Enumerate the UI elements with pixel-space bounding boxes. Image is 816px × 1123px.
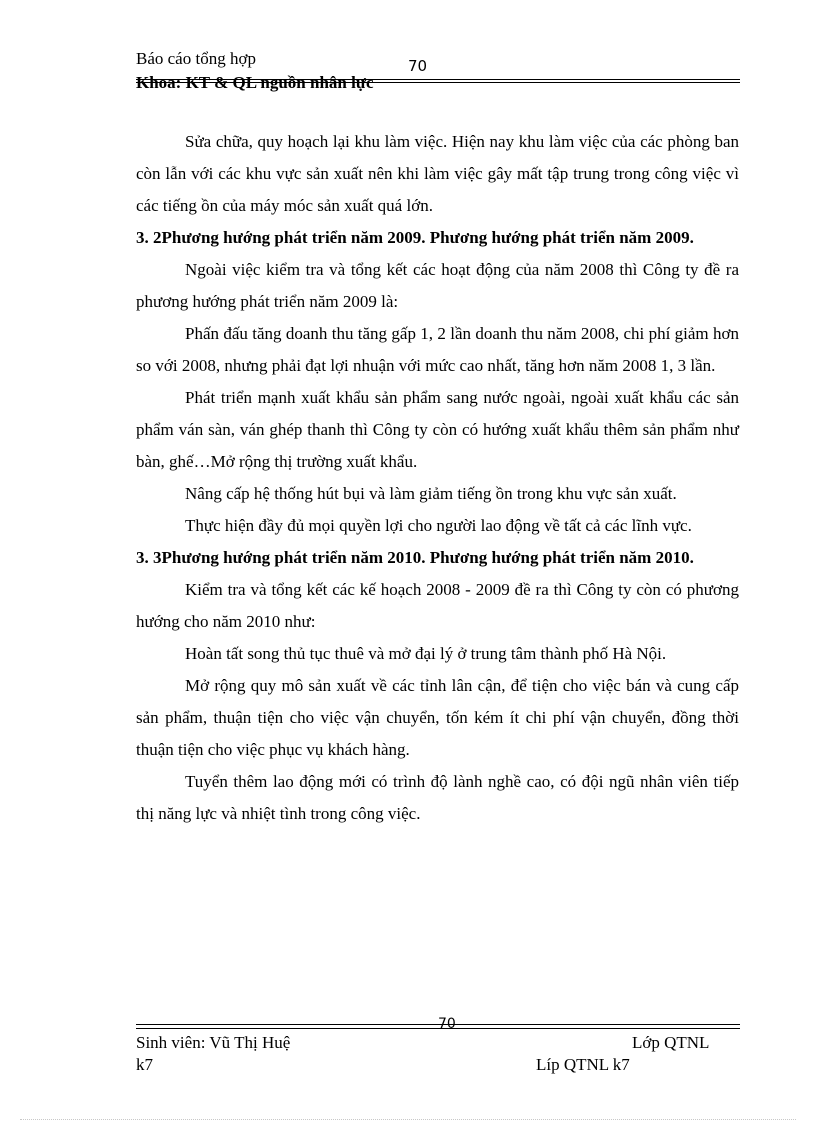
paragraph: Ngoài việc kiểm tra và tổng kết các hoạt động của năm 2008 thì Công ty đề ra phương hướng phát triển năm 2009 là: bbox=[136, 260, 739, 311]
page-body bbox=[136, 126, 739, 830]
section-heading-2009: 3. 2Phương hướng phát triển năm 2009. Phương hướng phát triển năm 2009. bbox=[136, 228, 694, 247]
footer-page-number: 70 bbox=[438, 1016, 456, 1032]
header-department: Khoa: KT & QL nguồn nhân lực bbox=[136, 73, 374, 92]
header-page-number: 70 bbox=[408, 57, 428, 75]
paragraph: Nâng cấp hệ thống hút bụi và làm giảm tiếng ồn trong khu vực sản xuất. bbox=[185, 484, 677, 503]
paragraph: Phấn đấu tăng doanh thu tăng gấp 1, 2 lần doanh thu năm 2008, chi phí giảm hơn so với 2008, nhưng phải đạt lợi nhuận với mức cao nhất, tăng hơn năm 2008 1, 3 lần. bbox=[136, 324, 739, 375]
footer-class: Lớp QTNL bbox=[632, 1033, 710, 1052]
paragraph: Thực hiện đầy đủ mọi quyền lợi cho người lao động về tất cả các lĩnh vực. bbox=[185, 516, 692, 535]
header-rule-bottom bbox=[136, 82, 740, 83]
page-edge-dotted-line bbox=[20, 1119, 796, 1120]
section-heading-2010: 3. 3Phương hướng phát triển năm 2010. Phương hướng phát triển năm 2010. bbox=[136, 548, 694, 567]
paragraph: Sửa chữa, quy hoạch lại khu làm việc. Hiện nay khu làm việc của các phòng ban còn lẫn với các khu vực sản xuất nên khi làm việc gây mất tập trung trong công việc vì các tiếng ồn của máy móc sản xuất quá lớn. bbox=[136, 132, 739, 215]
footer-student: Sinh viên: Vũ Thị Huệ bbox=[136, 1033, 291, 1052]
header-title: Báo cáo tổng hợp bbox=[136, 49, 256, 68]
header-rule-top bbox=[136, 79, 740, 80]
paragraph: Mở rộng quy mô sản xuất về các tỉnh lân cận, để tiện cho việc bán và cung cấp sản phẩm, thuận tiện cho việc vận chuyển, tốn kém ít chi phí vận chuyển, đồng thời thuận tiện cho việc phục vụ khách hàng. bbox=[136, 676, 739, 759]
footer-class-alt: Líp QTNL k7 bbox=[536, 1055, 630, 1074]
footer-k7: k7 bbox=[136, 1055, 153, 1074]
paragraph: Phát triển mạnh xuất khẩu sản phẩm sang nước ngoài, ngoài xuất khẩu các sản phẩm ván sàn, ván ghép thanh thì Công ty còn có hướng xuất khẩu thêm sản phẩm như bàn, ghế…Mở rộng thị trường xuất khẩu. bbox=[136, 388, 739, 471]
paragraph: Tuyển thêm lao động mới có trình độ lành nghề cao, có đội ngũ nhân viên tiếp thị năng lực và nhiệt tình trong công việc. bbox=[136, 772, 739, 823]
paragraph: Kiểm tra và tổng kết các kế hoạch 2008 - 2009 đề ra thì Công ty còn có phương hướng cho năm 2010 như: bbox=[136, 580, 739, 631]
paragraph: Hoàn tất song thủ tục thuê và mở đại lý ở trung tâm thành phố Hà Nội. bbox=[185, 644, 667, 663]
